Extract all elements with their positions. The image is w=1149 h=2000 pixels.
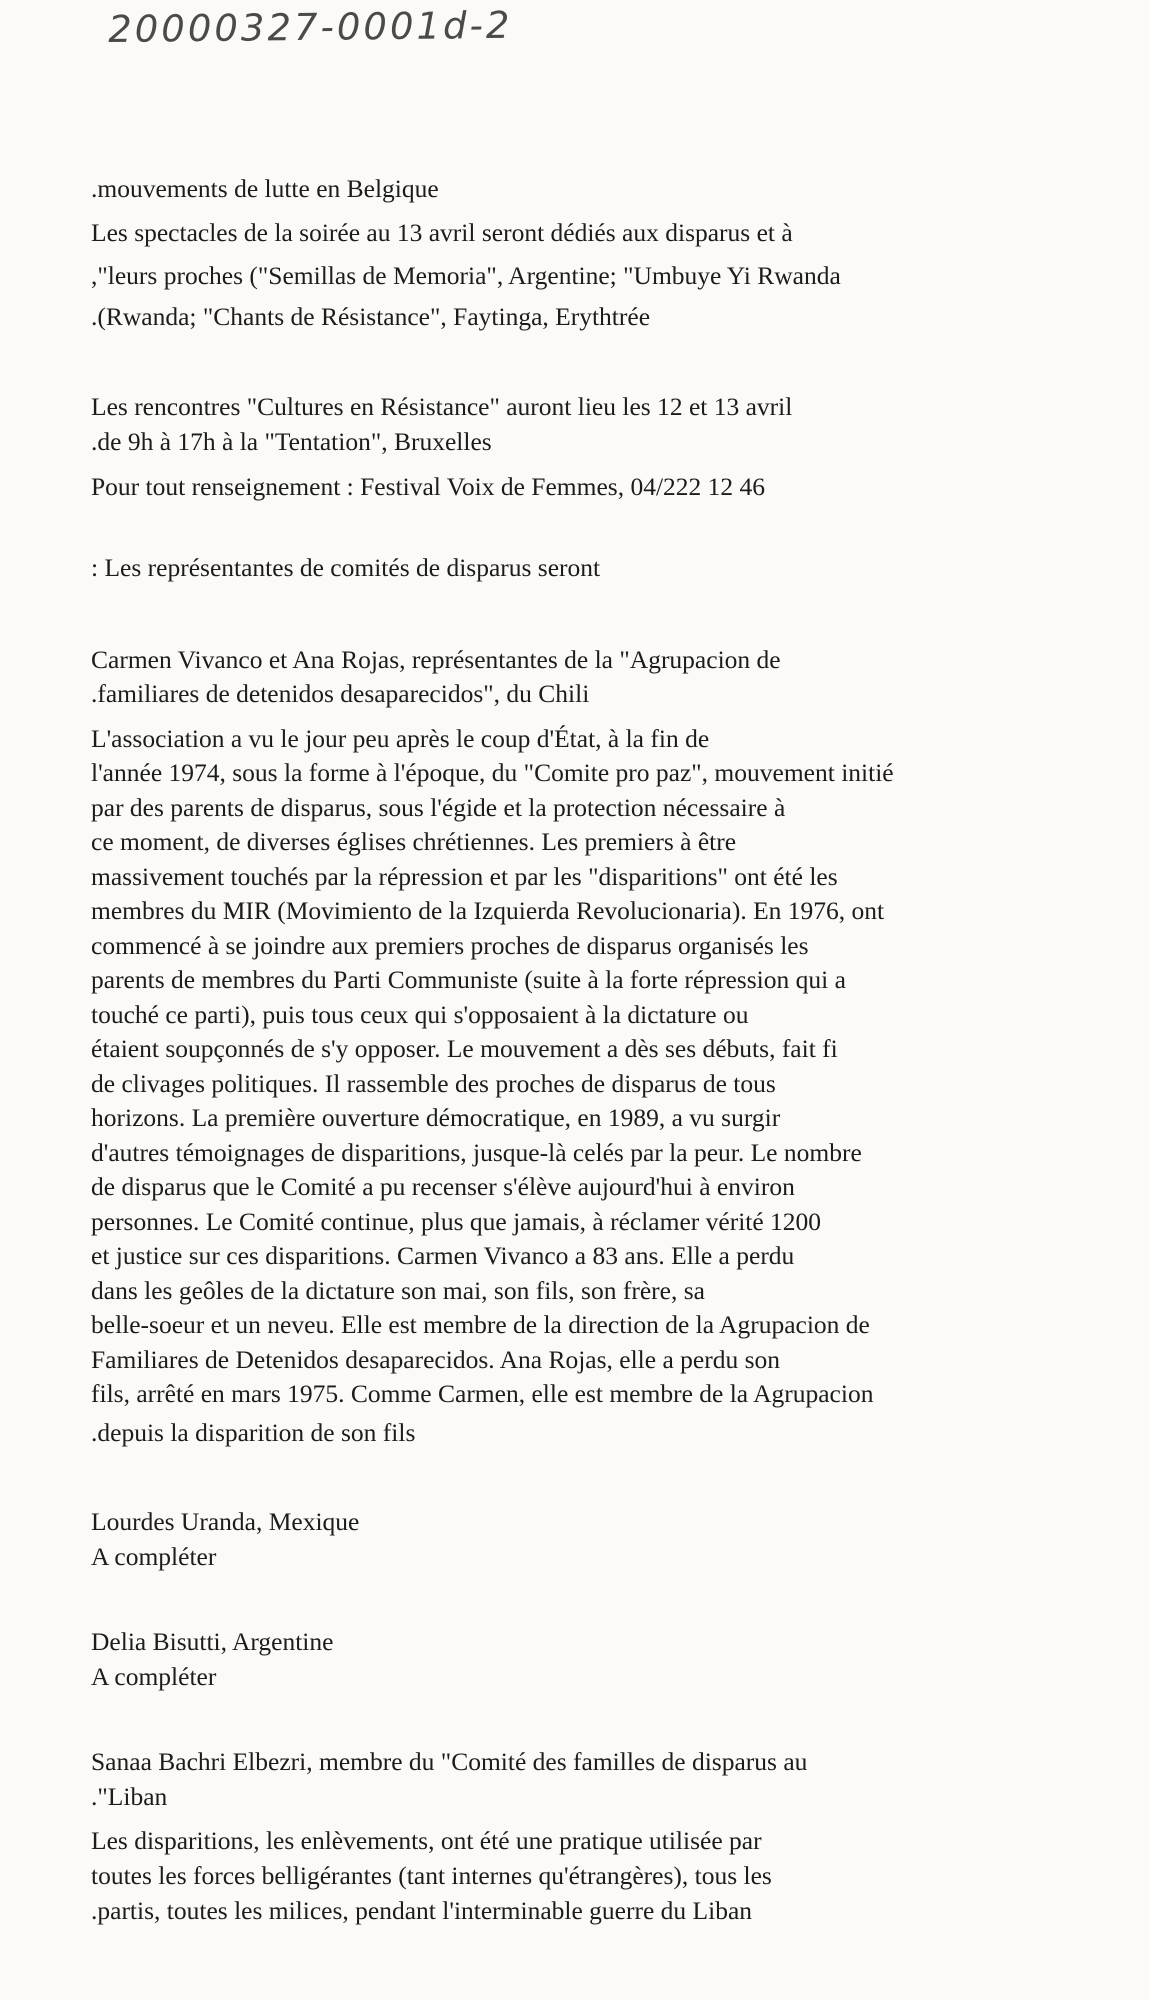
text-line: l'année 1974, sous la forme à l'époque, du "Comite pro paz", mouvement initié [91, 758, 894, 787]
text-line: membres du MIR (Movimiento de la Izquierda Revolucionaria). En 1976, ont [91, 896, 885, 925]
text-line: Familiares de Detenidos desaparecidos. Ana Rojas, elle a perdu son [91, 1345, 781, 1374]
text-line: ,"leurs proches ("Semillas de Memoria", Argentine; "Umbuye Yi Rwanda [91, 261, 841, 290]
text-line: .familiares de detenidos desaparecidos", du Chili [91, 679, 590, 708]
text-line: de disparus que le Comité a pu recenser s'élève aujourd'hui à environ [91, 1172, 795, 1201]
handwritten-archive-code: 20000327-0001d-2 [108, 3, 513, 51]
text-line: .de 9h à 17h à la "Tentation", Bruxelles [91, 427, 492, 456]
text-line: .depuis la disparition de son fils [91, 1418, 416, 1447]
text-line: de clivages politiques. Il rassemble des proches de disparus de tous [91, 1069, 776, 1098]
text-line: Pour tout renseignement : Festival Voix de Femmes, 04/222 12 46 [91, 472, 766, 501]
text-line: ce moment, de diverses églises chrétiennes. Les premiers à être [91, 827, 737, 856]
text-line: dans les geôles de la dictature son mai, son fils, son frère, sa [91, 1276, 705, 1305]
text-line: par des parents de disparus, sous l'égide et la protection nécessaire à [91, 793, 786, 822]
text-line: et justice sur ces disparitions. Carmen Vivanco a 83 ans. Elle a perdu [91, 1241, 795, 1270]
text-line: Delia Bisutti, Argentine [91, 1627, 334, 1656]
text-line: fils, arrêté en mars 1975. Comme Carmen, elle est membre de la Agrupacion [91, 1379, 874, 1408]
text-line: Carmen Vivanco et Ana Rojas, représentantes de la "Agrupacion de [91, 645, 781, 674]
text-line: A compléter [91, 1662, 217, 1691]
text-line: A compléter [91, 1542, 217, 1571]
text-line: Les rencontres "Cultures en Résistance" auront lieu les 12 et 13 avril [91, 392, 793, 421]
text-line: d'autres témoignages de disparitions, jusque-là celés par la peur. Le nombre [91, 1138, 862, 1167]
text-line: .partis, toutes les milices, pendant l'interminable guerre du Liban [91, 1896, 753, 1925]
text-line: toutes les forces belligérantes (tant internes qu'étrangères), tous les [91, 1861, 772, 1890]
text-line: Sanaa Bachri Elbezri, membre du "Comité des familles de disparus au [91, 1747, 808, 1776]
text-line: commencé à se joindre aux premiers proches de disparus organisés les [91, 931, 809, 960]
text-line: touché ce parti), puis tous ceux qui s'opposaient à la dictature ou [91, 1000, 749, 1029]
text-line: horizons. La première ouverture démocratique, en 1989, a vu surgir [91, 1103, 781, 1132]
text-line: .(Rwanda; "Chants de Résistance", Faytinga, Erythtrée [91, 302, 651, 331]
text-line: .mouvements de lutte en Belgique [91, 174, 439, 203]
text-line: parents de membres du Parti Communiste (suite à la forte répression qui a [91, 965, 846, 994]
text-line: personnes. Le Comité continue, plus que jamais, à réclamer vérité 1200 [91, 1207, 822, 1236]
text-line: Les spectacles de la soirée au 13 avril seront dédiés aux disparus et à [91, 218, 793, 247]
text-line: étaient soupçonnés de s'y opposer. Le mouvement a dès ses débuts, fait fi [91, 1034, 838, 1063]
text-line: Les disparitions, les enlèvements, ont été une pratique utilisée par [91, 1826, 762, 1855]
text-line: belle-soeur et un neveu. Elle est membre de la direction de la Agrupacion de [91, 1310, 870, 1339]
text-line: ."Liban [91, 1782, 168, 1811]
text-line: L'association a vu le jour peu après le coup d'État, à la fin de [91, 724, 710, 753]
text-line: massivement touchés par la répression et par les "disparitions" ont été les [91, 862, 838, 891]
text-line: : Les représentantes de comités de disparus seront [91, 553, 601, 582]
text-line: Lourdes Uranda, Mexique [91, 1507, 360, 1536]
